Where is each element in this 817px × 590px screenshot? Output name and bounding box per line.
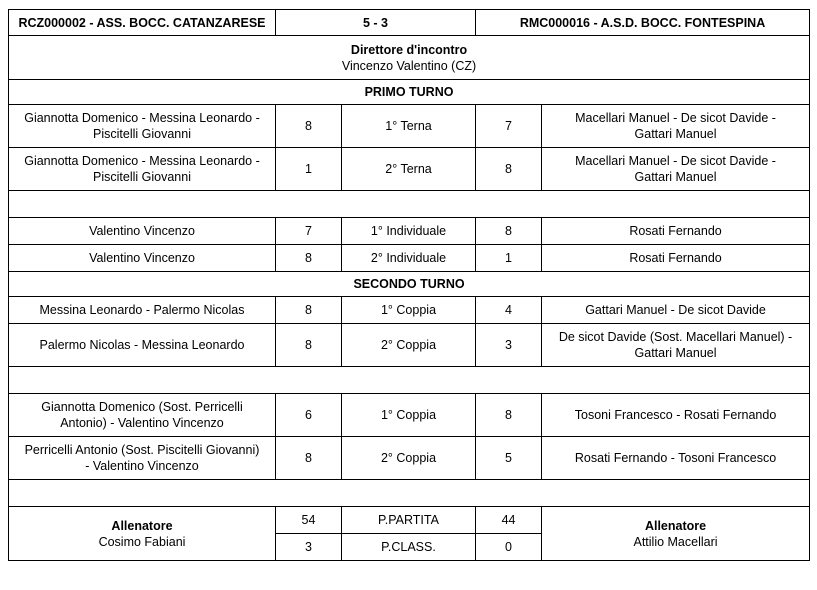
home-players: Valentino Vincenzo: [9, 245, 276, 272]
home-score: 8: [276, 297, 342, 324]
away-score: 8: [476, 218, 542, 245]
event-label: 1° Coppia: [342, 297, 476, 324]
home-players-line: Giannotta Domenico - Messina Leonardo -: [24, 154, 260, 168]
spacer-cell: [9, 480, 810, 507]
away-players: [542, 148, 810, 191]
home-players-line: Piscitelli Giovanni: [93, 170, 191, 184]
home-coach: [9, 507, 276, 561]
home-score: 1: [276, 148, 342, 191]
away-players: Gattari Manuel - De sicot Davide: [542, 297, 810, 324]
away-score: 5: [476, 437, 542, 480]
home-players-line: Antonio) - Valentino Vincenzo: [60, 416, 224, 430]
away-team-name: RMC000016 - A.S.D. BOCC. FONTESPINA: [476, 10, 810, 36]
match-row: [9, 394, 810, 437]
away-players: Tosoni Francesco - Rosati Fernando: [542, 394, 810, 437]
away-coach: [542, 507, 810, 561]
spacer-cell: [9, 367, 810, 394]
spacer-row: [9, 367, 810, 394]
director-row: [9, 36, 810, 80]
section-title-secondo-turno: SECONDO TURNO: [9, 272, 810, 297]
away-players-line: Macellari Manuel - De sicot Davide -: [575, 111, 776, 125]
away-score: 3: [476, 324, 542, 367]
partita-label: P.PARTITA: [342, 507, 476, 534]
away-players-line: Gattari Manuel: [634, 127, 717, 141]
director-name: Vincenzo Valentino (CZ): [341, 58, 477, 73]
away-partita-points: 44: [476, 507, 542, 534]
event-label: 2° Terna: [342, 148, 476, 191]
away-players: [542, 105, 810, 148]
away-class-points: 0: [476, 534, 542, 561]
event-label: 1° Terna: [342, 105, 476, 148]
home-score: 8: [276, 105, 342, 148]
spacer-row: [9, 480, 810, 507]
home-players: [9, 437, 276, 480]
event-label: 1° Coppia: [342, 394, 476, 437]
event-label: 1° Individuale: [342, 218, 476, 245]
away-coach-label: Allenatore: [644, 518, 707, 533]
away-score: 8: [476, 148, 542, 191]
match-row: [9, 245, 810, 272]
home-score: 6: [276, 394, 342, 437]
match-row: [9, 218, 810, 245]
away-players: Rosati Fernando - Tosoni Francesco: [542, 437, 810, 480]
away-players: Rosati Fernando: [542, 245, 810, 272]
away-score: 8: [476, 394, 542, 437]
away-score: 1: [476, 245, 542, 272]
home-partita-points: 54: [276, 507, 342, 534]
away-score: 4: [476, 297, 542, 324]
event-label: 2° Individuale: [342, 245, 476, 272]
home-coach-label: Allenatore: [111, 518, 173, 533]
away-players-line: Macellari Manuel - De sicot Davide -: [575, 154, 776, 168]
home-score: 7: [276, 218, 342, 245]
home-coach-name: Cosimo Fabiani: [98, 534, 186, 549]
away-players-line: Gattari Manuel: [634, 170, 717, 184]
home-players-line: Giannotta Domenico (Sost. Perricelli: [41, 400, 243, 414]
match-row: [9, 297, 810, 324]
section-title-primo-turno: PRIMO TURNO: [9, 80, 810, 105]
director-cell: [9, 36, 810, 80]
spacer-row: [9, 191, 810, 218]
away-players-line: De sicot Davide (Sost. Macellari Manuel) -: [558, 330, 793, 344]
header-row: [9, 10, 810, 36]
home-score: 8: [276, 245, 342, 272]
home-score: 8: [276, 324, 342, 367]
spacer-cell: [9, 191, 810, 218]
footer-row-partita: [9, 507, 810, 534]
home-players: [9, 105, 276, 148]
section-row: [9, 272, 810, 297]
away-coach-name: Attilio Macellari: [633, 534, 718, 549]
home-team-name: RCZ000002 - ASS. BOCC. CATANZARESE: [9, 10, 276, 36]
home-players-line: Giannotta Domenico - Messina Leonardo -: [24, 111, 260, 125]
event-label: 2° Coppia: [342, 437, 476, 480]
match-row: [9, 437, 810, 480]
match-row: [9, 105, 810, 148]
home-players: Palermo Nicolas - Messina Leonardo: [9, 324, 276, 367]
match-report-table: [8, 9, 810, 561]
home-class-points: 3: [276, 534, 342, 561]
home-score: 8: [276, 437, 342, 480]
director-label: Direttore d'incontro: [350, 42, 468, 57]
match-row: [9, 148, 810, 191]
section-row: [9, 80, 810, 105]
home-players-line: Piscitelli Giovanni: [93, 127, 191, 141]
event-label: 2° Coppia: [342, 324, 476, 367]
away-players-line: Gattari Manuel: [634, 346, 717, 360]
class-label: P.CLASS.: [342, 534, 476, 561]
home-players-line: - Valentino Vincenzo: [85, 459, 199, 473]
home-players: [9, 394, 276, 437]
away-score: 7: [476, 105, 542, 148]
home-players: Valentino Vincenzo: [9, 218, 276, 245]
match-score: 5 - 3: [276, 10, 476, 36]
match-row: [9, 324, 810, 367]
away-players: [542, 324, 810, 367]
home-players: [9, 148, 276, 191]
home-players-line: Perricelli Antonio (Sost. Piscitelli Giovanni): [24, 443, 260, 457]
away-players: Rosati Fernando: [542, 218, 810, 245]
home-players: Messina Leonardo - Palermo Nicolas: [9, 297, 276, 324]
